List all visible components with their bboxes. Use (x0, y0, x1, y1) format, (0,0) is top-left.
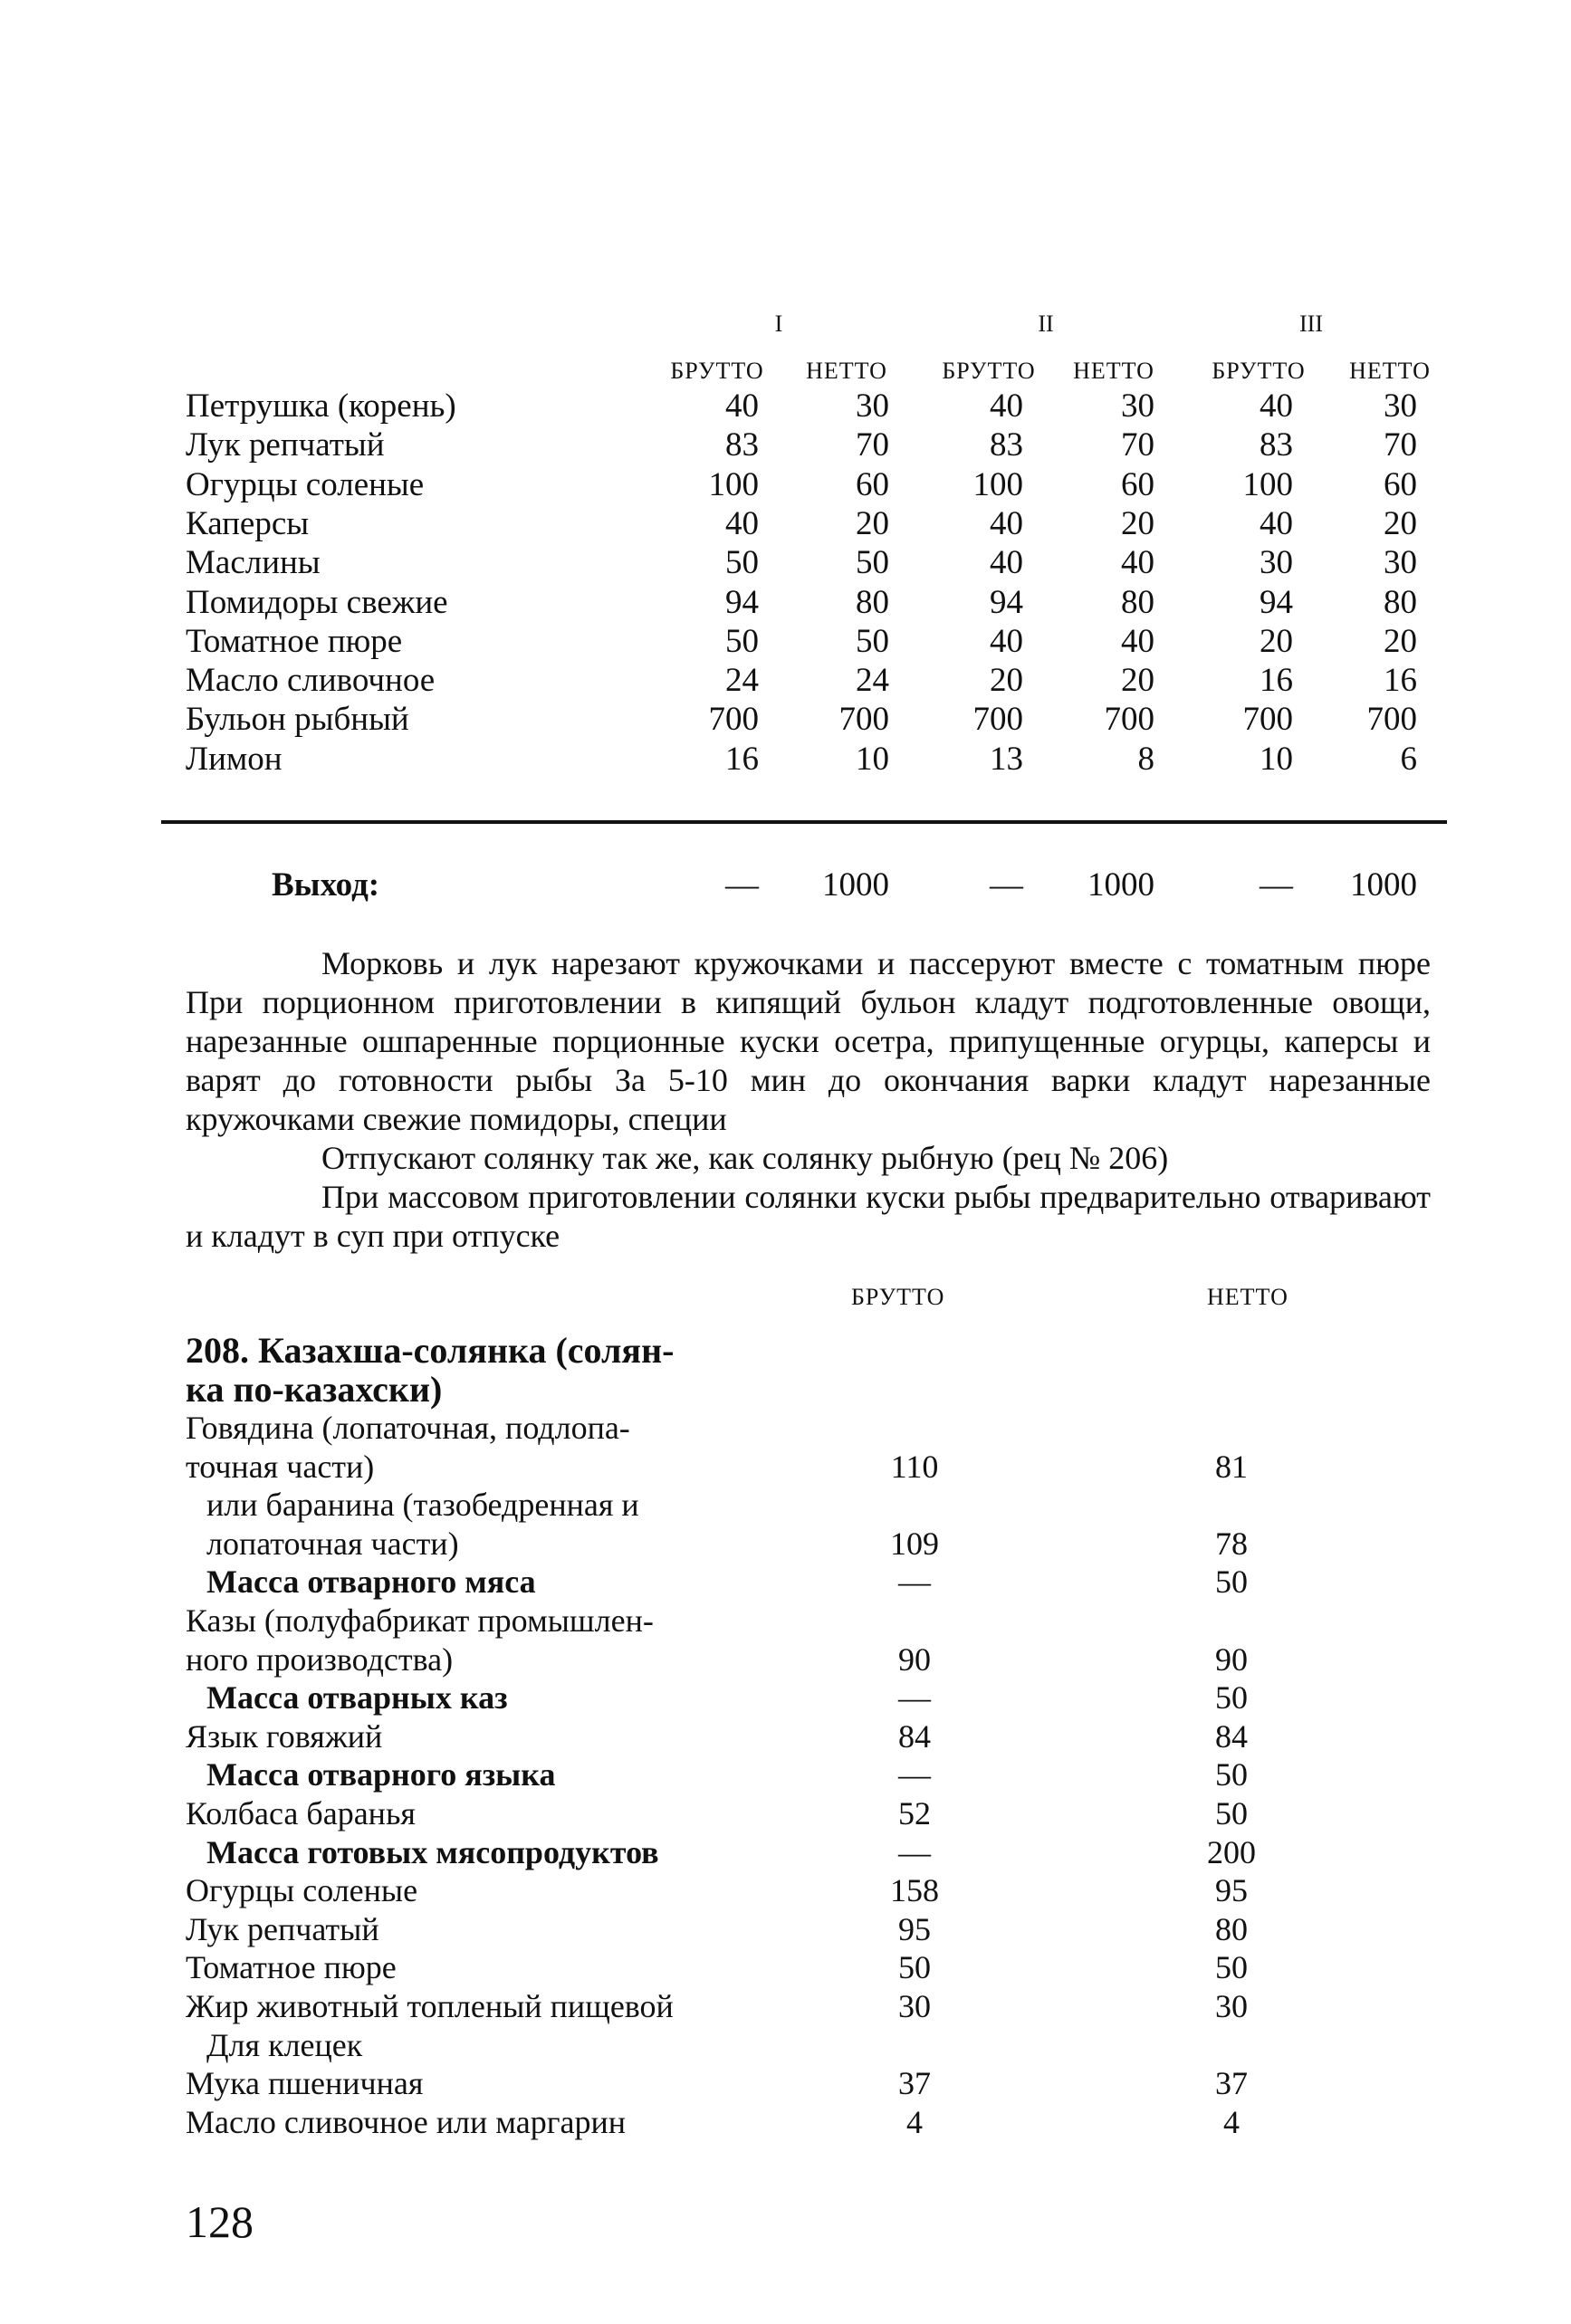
ingredient-value: 20 (1121, 662, 1154, 699)
recipe-netto-value: 50 (1215, 1564, 1248, 1600)
ingredient-name: Помидоры свежие (186, 584, 448, 621)
ingredient-value: 20 (1384, 505, 1417, 542)
recipe-ingredient-name: Колбаса баранья (186, 1795, 416, 1831)
recipe-netto-value: 50 (1215, 1795, 1248, 1831)
ingredient-value: 50 (856, 544, 889, 581)
ingredient-name: Томатное пюре (186, 623, 403, 660)
ingredient-name: Бульон рыбный (186, 701, 409, 738)
ingredient-name: Лук репчатый (186, 426, 385, 464)
recipe-ingredient-name: Масло сливочное или маргарин (186, 2104, 627, 2140)
column-subheader: БРУТТО (942, 358, 1036, 384)
ingredient-value: 24 (856, 662, 889, 699)
recipe-brutto-value: 52 (898, 1795, 931, 1831)
ingredient-name: Маслины (186, 544, 321, 581)
ingredient-value: 10 (856, 741, 889, 778)
ingredient-value: 30 (856, 387, 889, 425)
ingredient-value: 60 (856, 466, 889, 503)
recipe-netto-value: 80 (1215, 1911, 1248, 1947)
ingredient-value: 40 (1121, 623, 1154, 660)
recipe-netto-value: 78 (1215, 1525, 1248, 1562)
instruction-paragraph: Морковь и лук нарезают кружочками и пассеруют вместе с томатным пюре При порционном приготовлении в кипящий бульон кладут подготовленные овощи, нарезанные ошпаренные порционные куски осетра, припущенные огурцы, каперсы и варят до готовности рыбы За 5-10 мин до окончания варки кладут нарезанные кружочками свежие помидоры, специи (186, 945, 1431, 1137)
ingredient-name: Каперсы (186, 505, 310, 542)
recipe-netto-value: 50 (1215, 1679, 1248, 1716)
column-group-header: II (1038, 311, 1054, 337)
recipe-ingredient-name: ного производства) (186, 1641, 454, 1678)
ingredient-value: 700 (708, 701, 759, 738)
recipe-brutto-value: — (898, 1834, 931, 1870)
ingredient-value: 50 (856, 623, 889, 660)
recipe-brutto-value: 4 (906, 2104, 923, 2140)
recipe-ingredient-name: Огурцы соленые (186, 1872, 418, 1908)
ingredient-value: 40 (1121, 544, 1154, 581)
column-subheader: НЕТТО (1349, 358, 1431, 384)
ingredient-value: 94 (990, 584, 1023, 621)
recipe-brutto-value: 109 (890, 1525, 939, 1562)
ingredient-value: 13 (990, 741, 1023, 778)
ingredient-value: 80 (856, 584, 889, 621)
recipe-netto-value: 95 (1215, 1872, 1248, 1908)
ingredient-value: 30 (1121, 387, 1154, 425)
ingredient-value: 70 (1384, 426, 1417, 464)
ingredient-value: 30 (1384, 387, 1417, 425)
ingredient-value: 20 (856, 505, 889, 542)
ingredient-value: 100 (708, 466, 759, 503)
recipe-netto-value: 90 (1215, 1641, 1248, 1678)
ingredient-value: 83 (1260, 426, 1293, 464)
ingredient-name: Огурцы соленые (186, 466, 425, 503)
ingredient-value: 16 (725, 741, 759, 778)
column-header-brutto: БРУТТО (851, 1284, 945, 1310)
recipe-brutto-value: 110 (890, 1449, 939, 1485)
recipe-brutto-value: — (898, 1679, 931, 1716)
recipe-ingredient-name: Масса отварного языка (206, 1756, 556, 1793)
recipe-brutto-value: 30 (898, 1988, 931, 2024)
recipe-ingredient-name: Жир животный топленый пищевой (186, 1988, 674, 2024)
recipe-brutto-value: 37 (898, 2065, 931, 2101)
ingredient-value: 20 (1121, 505, 1154, 542)
recipe-netto-value: 84 (1215, 1718, 1248, 1755)
ingredient-value: 40 (990, 544, 1023, 581)
ingredient-value: 80 (1121, 584, 1154, 621)
recipe-netto-value: 30 (1215, 1988, 1248, 2024)
ingredient-value: 40 (725, 505, 759, 542)
ingredient-value: 80 (1384, 584, 1417, 621)
recipe-brutto-value: 95 (898, 1911, 931, 1947)
column-subheader: НЕТТО (806, 358, 887, 384)
ingredient-value: 700 (838, 701, 889, 738)
ingredient-value: 94 (725, 584, 759, 621)
column-header-netto: НЕТТО (1207, 1284, 1288, 1310)
ingredient-value: 8 (1137, 741, 1154, 778)
recipe-title-line: 208. Казахша-солянка (солян- (186, 1330, 675, 1371)
ingredient-name: Лимон (186, 741, 283, 778)
recipe-ingredient-name: Лук репчатый (186, 1911, 379, 1947)
ingredient-value: 94 (1260, 584, 1293, 621)
recipe-208-title (186, 1331, 729, 1409)
ingredient-value: 20 (1384, 623, 1417, 660)
output-value: — (725, 866, 759, 904)
ingredient-value: 70 (856, 426, 889, 464)
recipe-netto-value: 50 (1215, 1949, 1248, 1985)
ingredient-value: 20 (990, 662, 1023, 699)
column-group-header: III (1299, 311, 1323, 337)
recipe-ingredient-name: Мука пшеничная (186, 2065, 424, 2101)
recipe-ingredient-name: Для клецек (206, 2027, 363, 2063)
recipe-ingredient-name: Масса отварного мяса (206, 1564, 536, 1600)
ingredient-value: 20 (1260, 623, 1293, 660)
instruction-paragraph: При массовом приготовлении солянки куски рыбы предварительно отваривают и кладут в суп при отпуске (186, 1179, 1431, 1254)
recipe-ingredient-name: Масса готовых мясопродуктов (206, 1834, 659, 1870)
ingredient-value: 83 (725, 426, 759, 464)
page-number: 128 (186, 2196, 254, 2247)
ingredient-value: 700 (972, 701, 1023, 738)
ingredient-name: Масло сливочное (186, 662, 436, 699)
ingredient-value: 700 (1104, 701, 1154, 738)
column-subheader: БРУТТО (670, 358, 764, 384)
ingredient-value: 40 (990, 387, 1023, 425)
ingredient-name: Петрушка (корень) (186, 387, 456, 425)
recipe-brutto-value: — (898, 1756, 931, 1793)
output-value: — (990, 866, 1023, 904)
column-subheader: НЕТТО (1073, 358, 1154, 384)
column-group-header: I (774, 311, 783, 337)
output-value: 1000 (1350, 866, 1417, 904)
recipe-ingredient-name: Томатное пюре (186, 1949, 397, 1985)
ingredient-value: 30 (1384, 544, 1417, 581)
recipe-ingredient-name: Казы (полуфабрикат промышлен- (186, 1602, 654, 1639)
table-divider-rule (161, 820, 1447, 824)
recipe-netto-value: 37 (1215, 2065, 1248, 2101)
recipe-ingredient-name: Масса отварных каз (206, 1679, 508, 1716)
ingredient-value: 40 (990, 505, 1023, 542)
ingredient-value: 30 (1260, 544, 1293, 581)
recipe-netto-value: 4 (1223, 2104, 1240, 2140)
ingredient-value: 24 (725, 662, 759, 699)
recipe-netto-value: 200 (1207, 1834, 1256, 1870)
ingredient-value: 10 (1260, 741, 1293, 778)
ingredient-value: 70 (1121, 426, 1154, 464)
recipe-ingredient-name: Говядина (лопаточная, подлопа- (186, 1410, 630, 1446)
ingredient-value: 83 (990, 426, 1023, 464)
recipe-brutto-value: 90 (898, 1641, 931, 1678)
recipe-ingredient-name: лопаточная части) (206, 1525, 459, 1562)
output-value: 1000 (1087, 866, 1154, 904)
recipe-title-line: ка по-казахски) (186, 1369, 443, 1410)
output-label: Выход: (272, 866, 380, 904)
ingredient-value: 60 (1384, 466, 1417, 503)
ingredient-value: 40 (1260, 387, 1293, 425)
ingredient-value: 40 (725, 387, 759, 425)
ingredient-value: 60 (1121, 466, 1154, 503)
ingredient-value: 100 (1242, 466, 1293, 503)
output-value: — (1260, 866, 1293, 904)
recipe-brutto-value: 50 (898, 1949, 931, 1985)
ingredient-value: 40 (990, 623, 1023, 660)
recipe-ingredient-name: Язык говяжий (186, 1718, 383, 1755)
recipe-brutto-value: — (898, 1564, 931, 1600)
ingredient-value: 16 (1260, 662, 1293, 699)
ingredient-value: 50 (725, 623, 759, 660)
recipe-netto-value: 81 (1215, 1449, 1248, 1485)
recipe-brutto-value: 84 (898, 1718, 931, 1755)
ingredient-value: 50 (725, 544, 759, 581)
ingredient-value: 700 (1366, 701, 1417, 738)
recipe-brutto-value: 158 (890, 1872, 939, 1908)
recipe-ingredient-name: или баранина (тазобедренная и (206, 1487, 639, 1523)
ingredient-value: 100 (972, 466, 1023, 503)
instruction-paragraph: Отпускают солянку так же, как солянку рыбную (рец № 206) (321, 1140, 1169, 1176)
column-subheader: БРУТТО (1212, 358, 1306, 384)
output-value: 1000 (822, 866, 889, 904)
recipe-instructions (186, 944, 1431, 1256)
ingredient-value: 6 (1400, 741, 1417, 778)
recipe-netto-value: 50 (1215, 1756, 1248, 1793)
ingredient-value: 700 (1242, 701, 1293, 738)
ingredient-value: 16 (1384, 662, 1417, 699)
ingredient-value: 40 (1260, 505, 1293, 542)
recipe-ingredient-name: точная части) (186, 1449, 375, 1485)
